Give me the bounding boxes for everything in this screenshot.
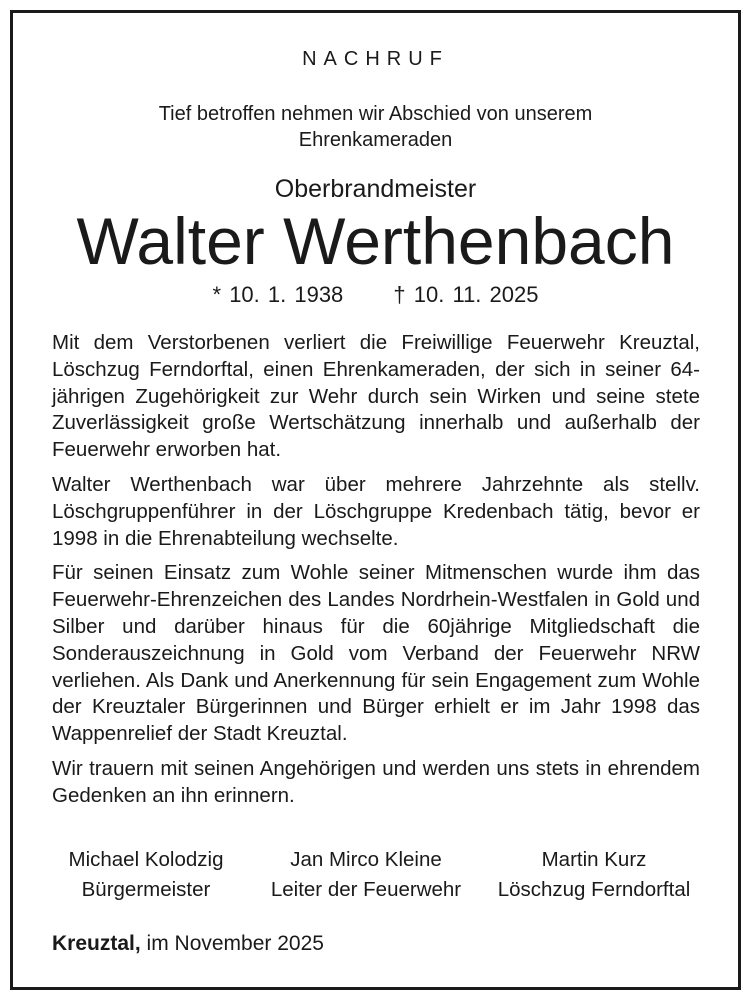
signatory-unit <box>484 845 704 905</box>
body-paragraph: Wir trauern mit seinen Angehörigen und werden uns stets in ehrendem Gedenken an ihn erinnern. <box>52 756 700 807</box>
closing-place: Kreuztal, <box>52 932 141 955</box>
body-paragraph: Walter Werthenbach war über mehrere Jahrzehnte als stellv. Löschgruppenführer in der Löschgruppe Kredenbach tätig, bevor er 1998 in die Ehrenabteilung wechselte. <box>52 472 700 550</box>
intro-text <box>0 101 751 153</box>
signatory-name: Jan Mirco Kleine <box>290 848 442 871</box>
signatory-name: Martin Kurz <box>541 848 647 871</box>
body-paragraph: Für seinen Einsatz zum Wohle seiner Mitmenschen wurde ihm das Feuerwehr-Ehrenzeichen des Landes Nordrhein-Westfalen in Gold und Silber und darüber hinaus für die 60jährige Mitgliedschaft die Sonderauszeichnung in Gold vom Verband der Feuerwehr NRW verliehen. Als Dank und Anerkennung für sein Engagement zum Wohle der Kreuztaler Bürgerinnen und Bürger erhielt er im Jahr 1998 das Wappenrelief der Stadt Kreuztal. <box>52 561 700 746</box>
signatory-role: Löschzug Ferndorftal <box>497 878 691 901</box>
death-date: † 10. 11. 2025 <box>393 282 539 307</box>
obituary-body <box>52 330 700 818</box>
life-dates <box>0 282 751 308</box>
deceased-rank: Oberbrandmeister <box>274 175 477 203</box>
deceased-name: Walter Werthenbach <box>76 204 675 278</box>
closing-line <box>52 932 324 956</box>
signatory-mayor <box>46 845 246 905</box>
body-paragraph: Mit dem Verstorbenen verliert die Freiwillige Feuerwehr Kreuztal, Löschzug Ferndorftal, einen Ehrenkameraden, der sich in seiner 64-jährigen Zugehörigkeit zur Wehr durch sein Wirken und seine stete Zuverlässigkeit große Wertschätzung innerhalb und außerhalb der Feuerwehr erworben hat. <box>52 331 700 462</box>
intro-line-1: Tief betroffen nehmen wir Abschied von unserem <box>158 103 593 125</box>
birth-date: * 10. 1. 1938 <box>212 282 344 307</box>
signatory-role: Bürgermeister <box>81 878 211 901</box>
signatory-role: Leiter der Feuerwehr <box>270 878 462 901</box>
signatory-name: Michael Kolodzig <box>68 848 224 871</box>
obituary-heading: NACHRUF <box>302 48 449 70</box>
signatory-fire-chief <box>256 845 476 905</box>
intro-line-2: Ehrenkameraden <box>298 129 453 151</box>
closing-date: im November 2025 <box>146 932 324 955</box>
